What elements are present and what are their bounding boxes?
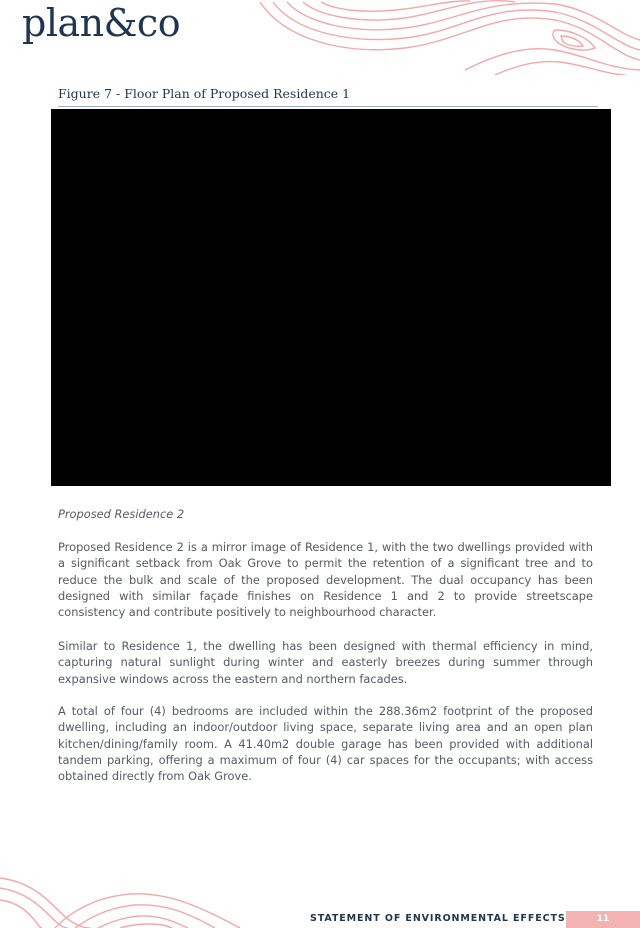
body-paragraph-1: Proposed Residence 2 is a mirror image of Residence 1, with the two dwellings provided with a significant setback from Oak Grove to permit the retention of a significant tree and to reduce the bulk and scale of the proposed development. The dual occupancy has been designed with similar façade finishes on Residence 1 and 2 to provide streetscape consistency and contribute positively to neighbourhood character. — [58, 540, 593, 620]
company-logo: plan&co — [22, 1, 181, 45]
footer-document-title: STATEMENT OF ENVIRONMENTAL EFFECTS — [310, 913, 566, 924]
figure-caption: Figure 7 - Floor Plan of Proposed Residence 1 — [58, 86, 351, 101]
body-paragraph-2: Similar to Residence 1, the dwelling has been designed with thermal efficiency in mind, capturing natural sunlight during winter and easterly breezes during summer through expansive windows across the eastern and northern facades. — [58, 639, 593, 686]
page-number-badge: 11 — [566, 911, 640, 928]
section-heading: Proposed Residence 2 — [58, 507, 185, 521]
caption-divider — [58, 106, 598, 107]
body-paragraph-3: A total of four (4) bedrooms are included within the 288.36m2 footprint of the proposed dwelling, including an indoor/outdoor living space, separate living area and an open plan kitchen/dining/family room. A 41.40m2 double garage has been provided with additional tandem parking, offering a maximum of four (4) car spaces for the occupants; with access obtained directly from Oak Grove. — [58, 704, 593, 784]
floor-plan-image — [51, 109, 611, 486]
topographic-decoration — [255, 0, 640, 75]
topographic-decoration-bottom — [0, 872, 250, 928]
